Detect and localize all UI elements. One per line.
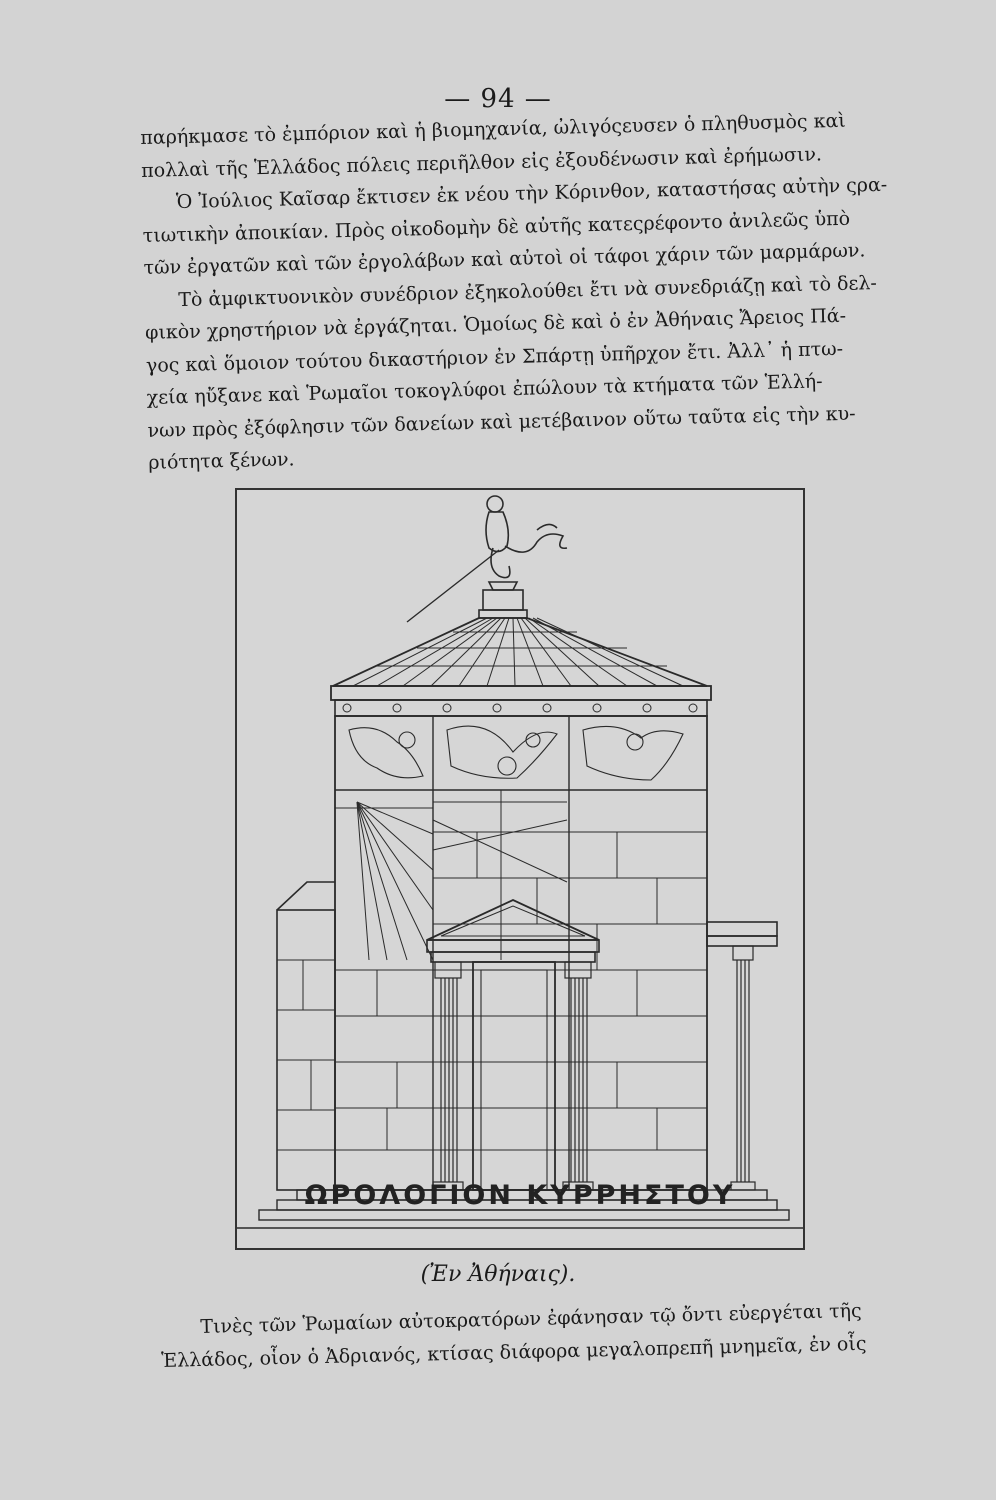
text-line: τιωτικὴν ἀποικίαν. Πρὸς οἰκοδομὴν δὲ αὐτῆς κατεςρέφοντο ἀνιλεῶς ὑπὸ <box>142 207 851 247</box>
text-line: Ὁ Ἰούλιος Καῖσαρ ἔκτισεν ἐκ νέου τὴν Κόρινθον, καταστήσας αὐτὴν ςρα- <box>175 173 888 214</box>
text-line: φικὸν χρηστήριον νὰ ἐργάζηται. Ὁμοίως δὲ καὶ ὁ ἐν Ἀθήναις Ἄρειος Πά- <box>144 304 847 344</box>
text-line: τῶν ἐργατῶν καὶ τῶν ἐργολάβων καὶ αὐτοὶ οἱ τάφοι χάριν τῶν μαρμάρων. <box>143 239 866 279</box>
text-line: ριότητα ξένων. <box>148 448 295 474</box>
figure-frame <box>235 488 805 1250</box>
text-line: παρήκμασε τὸ ἐμπόριον καὶ ἡ βιομηχανία, ὠλιγόςευσεν ὁ πληθυσμὸς καὶ <box>140 109 847 149</box>
figure-subcaption: (Ἐν Ἀθήναις). <box>420 1262 576 1287</box>
body-text <box>140 103 909 479</box>
text-line: Τὸ ἀμφικτυονικὸν συνέδριον ἐξηκολούθει ἔτι νὰ συνεδριάζῃ καὶ τὸ δελ- <box>178 271 878 311</box>
bottom-text <box>160 1293 921 1378</box>
text-line: Τινὲς τῶν Ῥωμαίων αὐτοκρατόρων ἐφάνησαν τῷ ὄντι εὐεργέται τῆς <box>200 1299 862 1339</box>
text-line: χεία ηὔξανε καὶ Ῥωμαῖοι τοκογλύφοι ἐπώλουν τὰ κτήματα τῶν Ἑλλή- <box>146 370 823 409</box>
text-line: Ἑλλάδος, οἷον ὁ Ἀδριανός, κτίσας διάφορα μεγαλοπρεπῆ μνημεῖα, ἐν οἷς <box>160 1332 867 1372</box>
tower-of-winds-illustration <box>237 490 803 1248</box>
text-line: γος καὶ ὅμοιον τούτου δικαστήριον ἐν Σπάρτῃ ὑπῆρχον ἔτι. Ἀλλ᾽ ἡ πτω- <box>145 337 844 377</box>
page-number: — 94 — <box>444 84 552 114</box>
figure-label: ΩΡΟΛΟΓΙΟΝ ΚΥΡΡΗΣΤΟΥ <box>304 1180 736 1211</box>
text-line: νων πρὸς ἐξόφλησιν τῶν δανείων καὶ μετέβαινον οὕτω ταῦτα εἰς τὴν κυ- <box>147 402 856 442</box>
text-line: πολλαὶ τῆς Ἑλλάδος πόλεις περιῆλθον εἰς ἐξουδένωσιν καὶ ἐρήμωσιν. <box>140 142 823 182</box>
